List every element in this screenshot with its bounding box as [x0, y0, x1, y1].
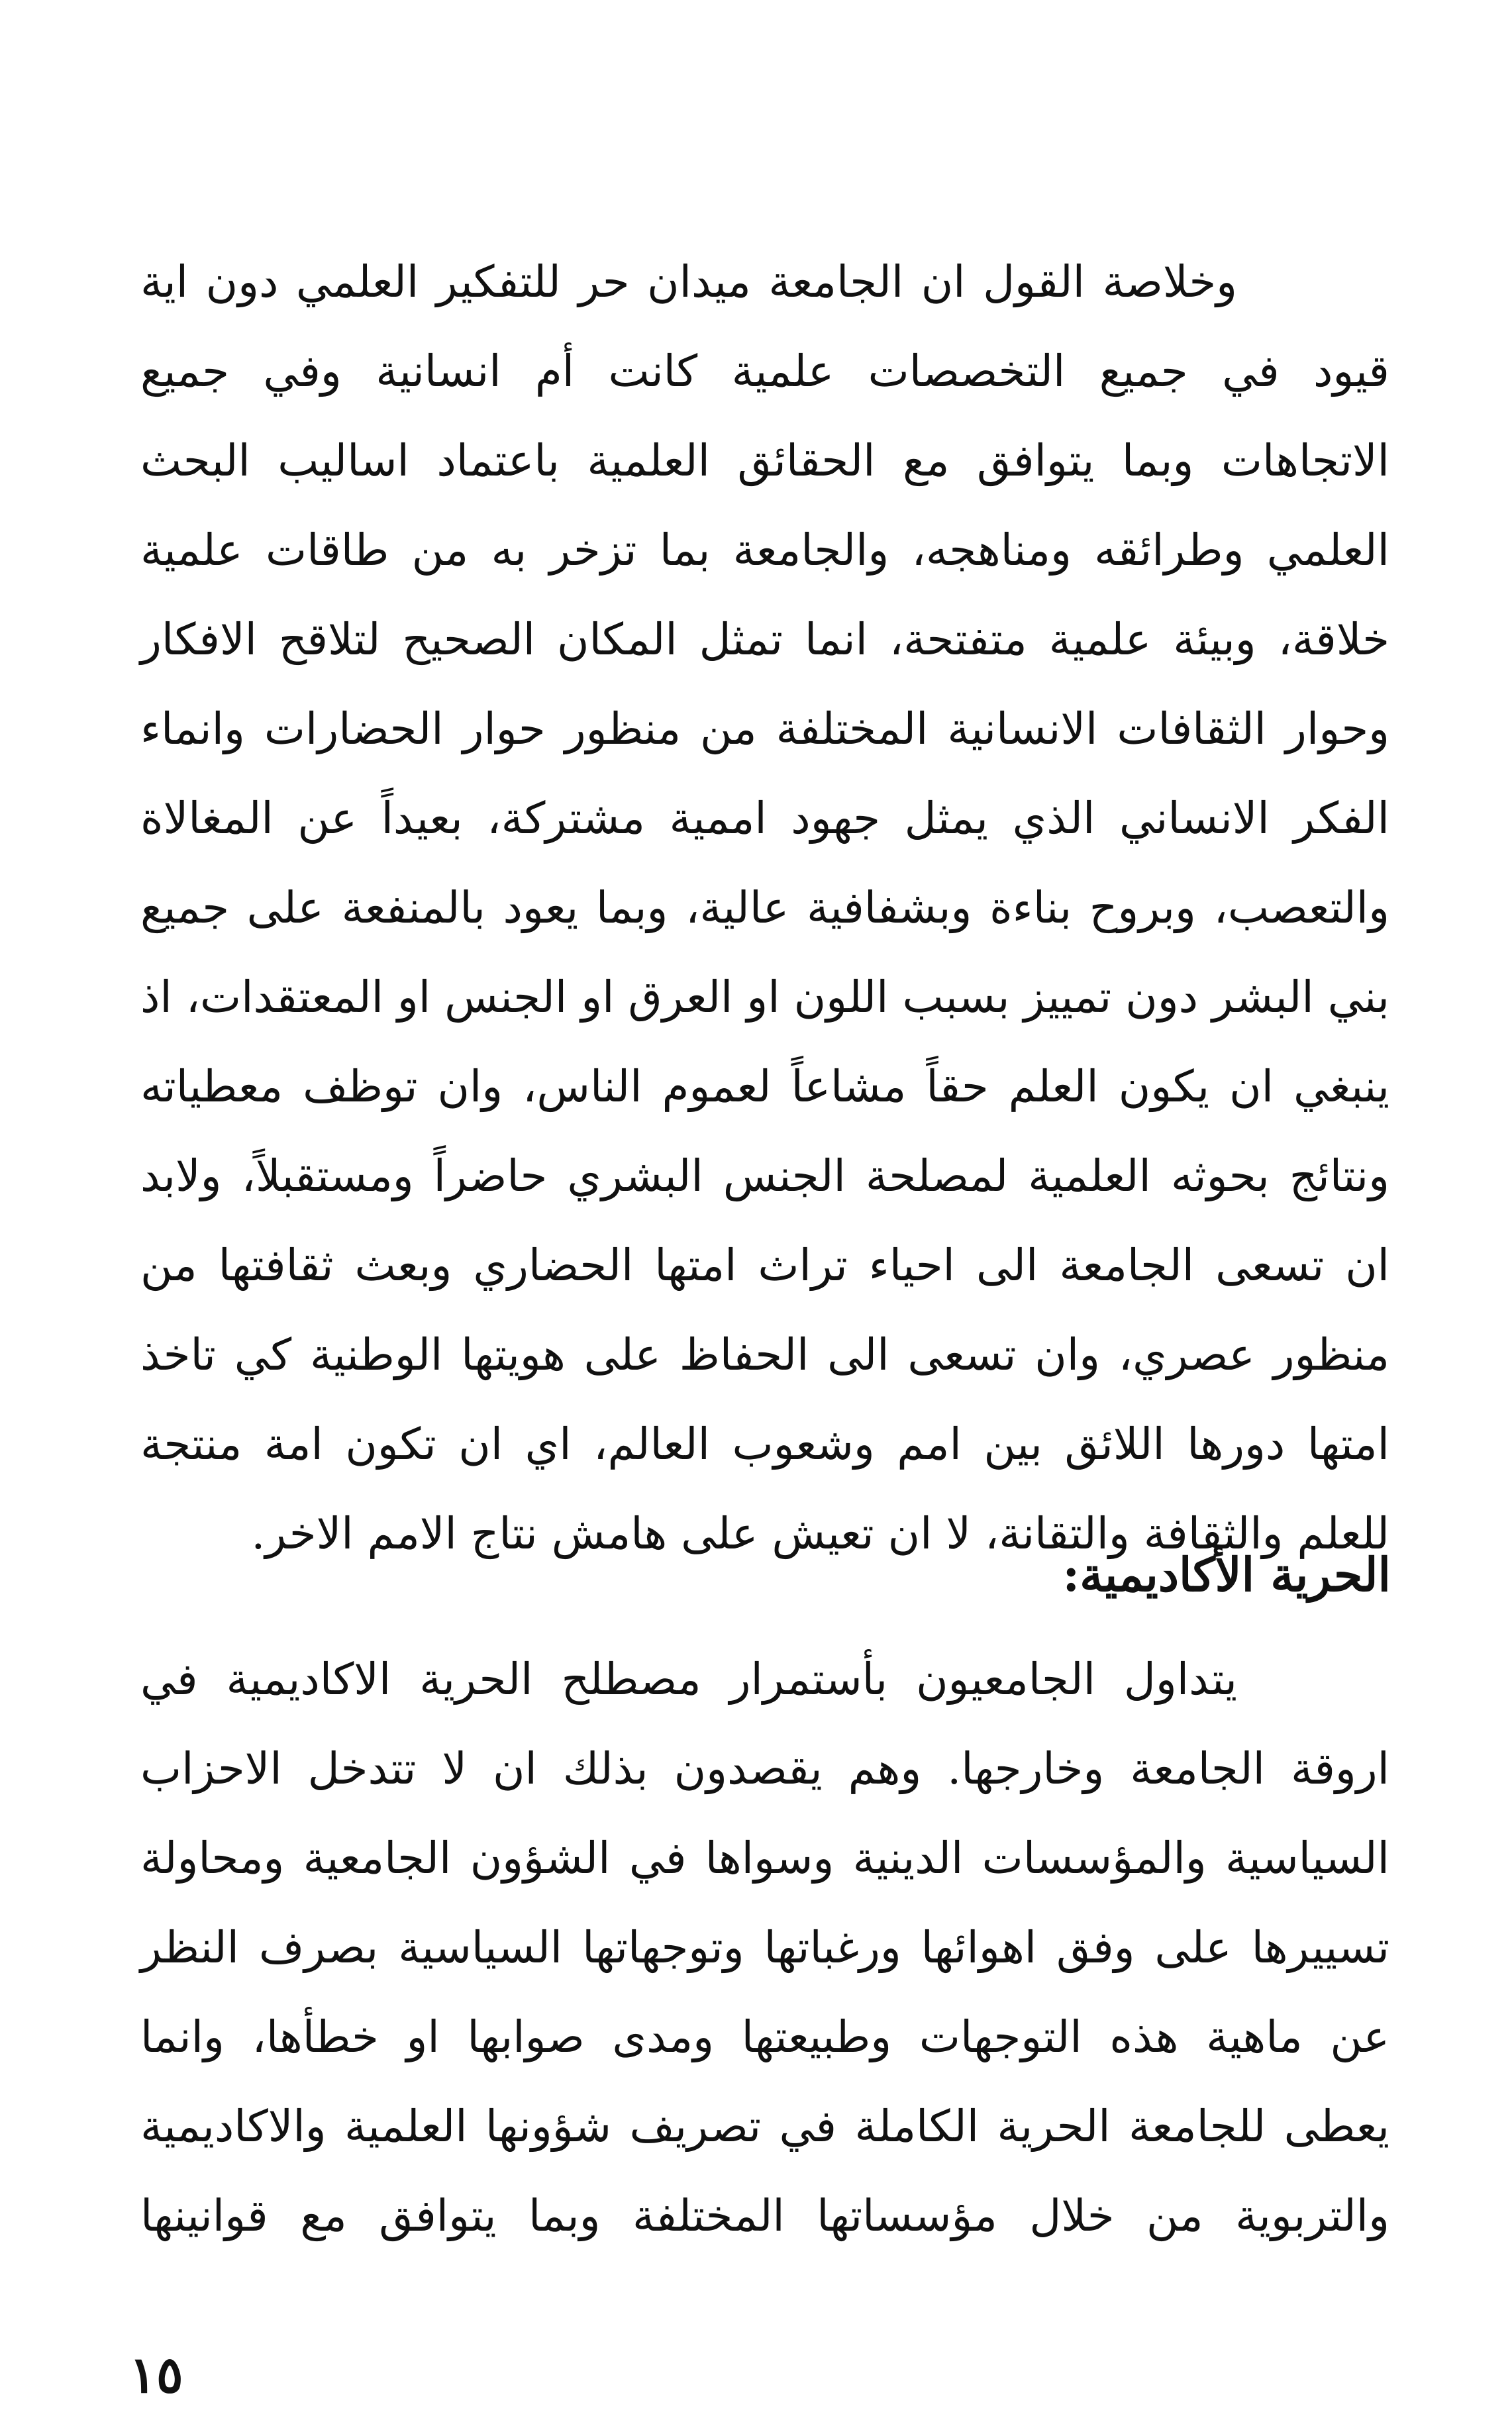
- text-line: ان تسعى الجامعة الى احياء تراث امتها الحضاري وبعث ثقافتها من: [140, 1240, 1389, 1291]
- text-line: ينبغي ان يكون العلم حقاً مشاعاً لعموم الناس، وان توظف معطياته: [140, 1061, 1389, 1112]
- text-line: ونتائج بحوثه العلمية لمصلحة الجنس البشري حاضراً ومستقبلاً، ولابد: [140, 1150, 1389, 1201]
- text-line: وحوار الثقافات الانسانية المختلفة من منظور حوار الحضارات وانماء: [140, 703, 1389, 754]
- page-number: ١٥: [129, 2345, 183, 2404]
- text-line: يتداول الجامعيون بأستمرار مصطلح الحرية الاكاديمية في: [140, 1654, 1237, 1705]
- text-line: وخلاصة القول ان الجامعة ميدان حر للتفكير العلمي دون اية: [140, 256, 1237, 307]
- text-line: للعلم والثقافة والتقانة، لا ان تعيش على هامش نتاج الامم الاخر.: [251, 1508, 1389, 1559]
- text-line: عن ماهية هذه التوجهات وطبيعتها ومدى صوابها او خطأها، وانما: [140, 2011, 1389, 2062]
- section-heading: الحرية الأكاديمية:: [1062, 1547, 1391, 1602]
- text-line: العلمي وطرائقه ومناهجه، والجامعة بما تزخر به من طاقات علمية: [140, 525, 1389, 576]
- paragraph-academic-freedom: [140, 1635, 1389, 2260]
- text-line: منظور عصري، وان تسعى الى الحفاظ على هويتها الوطنية كي تاخذ: [140, 1329, 1389, 1380]
- text-line: قيود في جميع التخصصات علمية كانت أم انسانية وفي جميع: [140, 346, 1389, 397]
- text-line: خلاقة، وبيئة علمية متفتحة، انما تمثل المكان الصحيح لتلاقح الافكار: [140, 614, 1389, 665]
- text-line: السياسية والمؤسسات الدينية وسواها في الشؤون الجامعية ومحاولة: [140, 1833, 1389, 1884]
- text-line: بني البشر دون تمييز بسبب اللون او العرق او الجنس او المعتقدات، اذ: [140, 972, 1389, 1023]
- text-line: الفكر الانساني الذي يمثل جهود اممية مشتركة، بعيداً عن المغالاة: [140, 793, 1389, 844]
- text-line: والتعصب، وبروح بناءة وبشفافية عالية، وبما يعود بالمنفعة على جميع: [140, 882, 1389, 933]
- text-line: يعطى للجامعة الحرية الكاملة في تصريف شؤونها العلمية والاكاديمية: [140, 2101, 1389, 2152]
- text-line: تسييرها على وفق اهوائها ورغباتها وتوجهاتها السياسية بصرف النظر: [140, 1922, 1389, 1973]
- text-line: والتربوية من خلال مؤسساتها المختلفة وبما يتوافق مع قوانينها: [140, 2190, 1389, 2241]
- paragraph-conclusion: [140, 237, 1389, 1578]
- text-line: اروقة الجامعة وخارجها. وهم يقصدون بذلك ان لا تتدخل الاحزاب: [140, 1743, 1389, 1794]
- text-line: امتها دورها اللائق بين امم وشعوب العالم، اي ان تكون امة منتجة: [140, 1419, 1389, 1470]
- text-line: الاتجاهات وبما يتوافق مع الحقائق العلمية باعتماد اساليب البحث: [140, 435, 1389, 486]
